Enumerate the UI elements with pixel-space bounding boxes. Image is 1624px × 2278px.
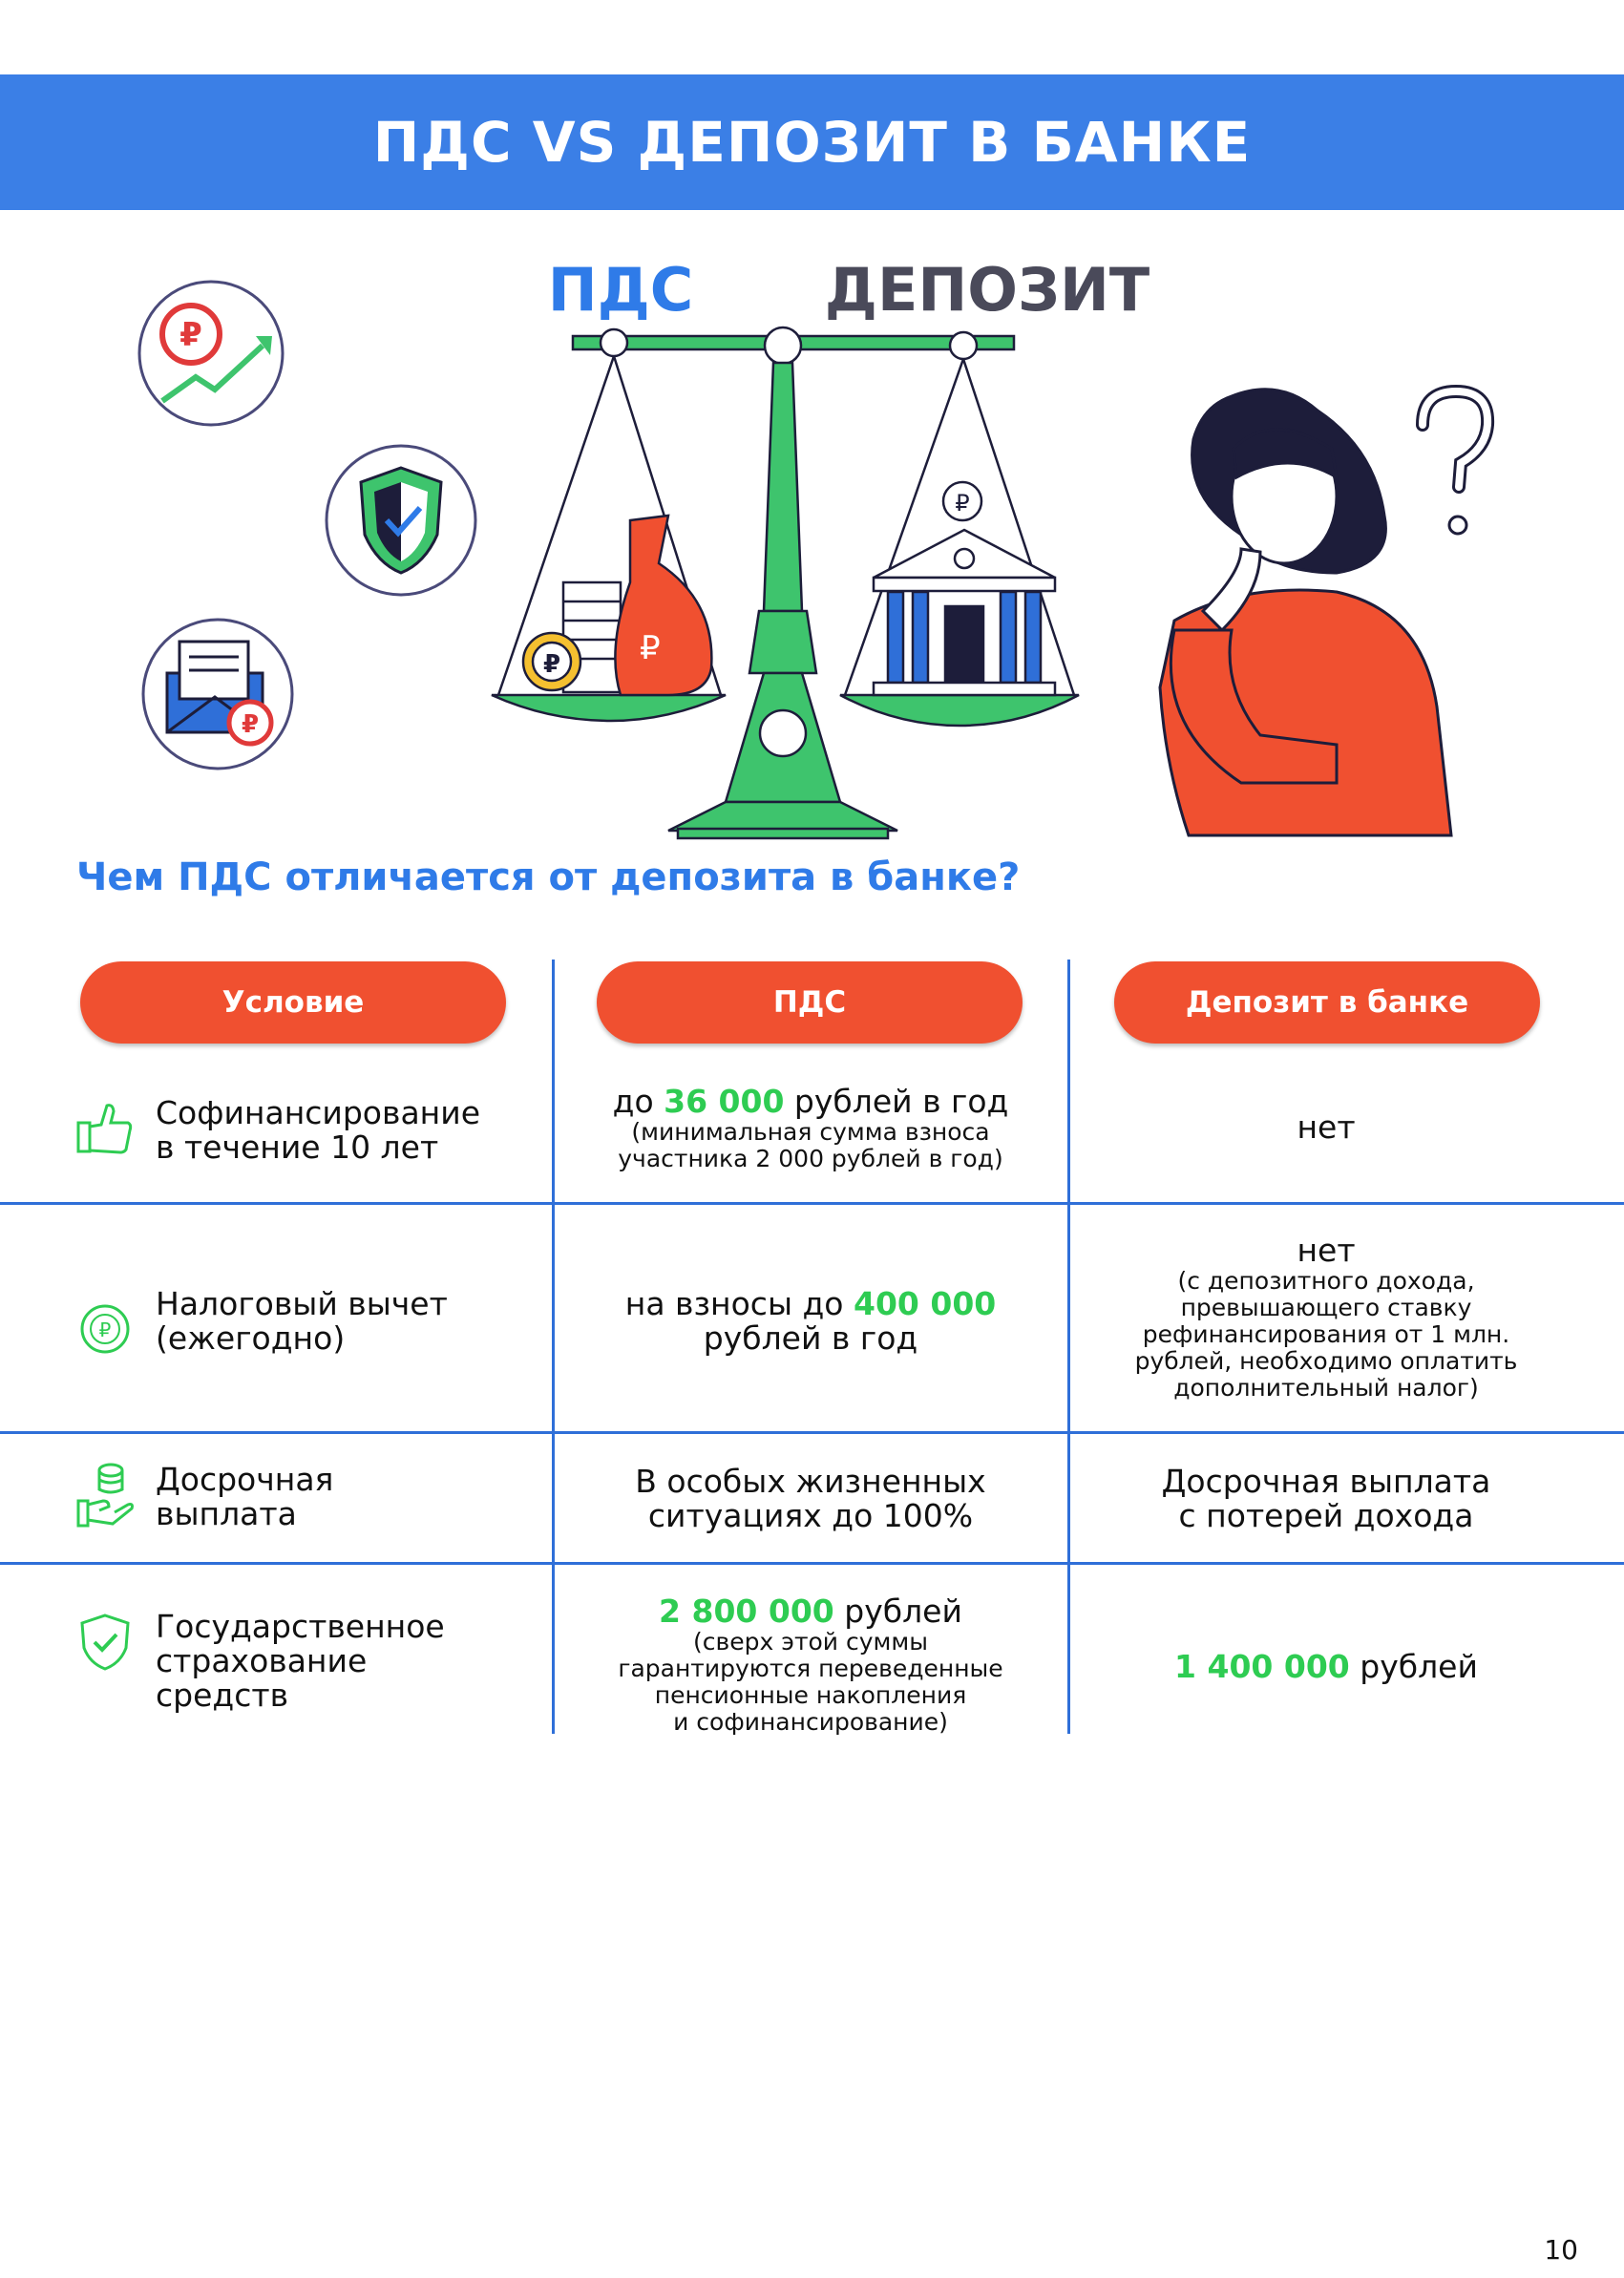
header-condition: Условие bbox=[80, 961, 506, 1044]
pds-early-payment: В особых жизненных ситуациях до 100% bbox=[635, 1463, 986, 1534]
condition-label: Налоговый вычет (ежегодно) bbox=[156, 1285, 448, 1357]
thinking-woman bbox=[1160, 390, 1451, 835]
svg-text:₽: ₽ bbox=[98, 1318, 112, 1341]
deposit-early-payment: Досрочная выплата с потерей дохода bbox=[1161, 1463, 1491, 1534]
pds-tax-deduction: на взносы до 400 000 рублей в год bbox=[624, 1285, 997, 1357]
svg-text:₽: ₽ bbox=[241, 710, 260, 739]
bank-building-icon bbox=[874, 482, 1055, 695]
header-deposit: Депозит в банке bbox=[1114, 961, 1540, 1044]
pds-cofinancing: до 36 000 рублей в год (минимальная сумма взноса участника 2 000 рублей в год) bbox=[612, 1083, 1009, 1172]
row-divider bbox=[0, 1431, 1624, 1434]
ruble-growth-icon bbox=[139, 282, 283, 425]
hero-illustration bbox=[0, 229, 1624, 850]
page-number: 10 bbox=[1544, 2234, 1578, 2266]
svg-text:₽: ₽ bbox=[179, 316, 202, 354]
deposit-state-insurance: 1 400 000 рублей bbox=[1174, 1648, 1478, 1685]
svg-text:₽: ₽ bbox=[955, 490, 970, 517]
row-divider bbox=[0, 1562, 1624, 1565]
column-divider bbox=[552, 960, 555, 1734]
condition-label: Досрочная выплата bbox=[156, 1461, 334, 1532]
ruble-coin-icon bbox=[74, 1298, 136, 1360]
question-mark-icon bbox=[1423, 391, 1487, 534]
condition-label: Софинансирование в течение 10 лет bbox=[156, 1094, 480, 1166]
thumbs-up-icon bbox=[74, 1098, 136, 1159]
row-divider bbox=[0, 1202, 1624, 1205]
page-title: ПДС VS ДЕПОЗИТ В БАНКЕ bbox=[372, 110, 1252, 175]
svg-text:₽: ₽ bbox=[542, 650, 561, 679]
column-divider bbox=[1067, 960, 1070, 1734]
condition-label: Государственное страхование средств bbox=[156, 1608, 445, 1714]
scale-label-deposit: ДЕПОЗИТ bbox=[824, 255, 1150, 325]
envelope-ruble-icon bbox=[143, 620, 292, 769]
deposit-cofinancing: нет bbox=[1297, 1108, 1356, 1146]
section-subtitle: Чем ПДС отличается от депозита в банке? bbox=[76, 855, 1021, 899]
shield-check-icon bbox=[74, 1612, 136, 1673]
title-banner bbox=[0, 74, 1624, 210]
deposit-tax-deduction: нет (с депозитного дохода, превышающего ставку рефинансирования от 1 млн. рублей, необходимо оплатить дополнительный налог) bbox=[1134, 1232, 1518, 1402]
hand-coins-icon bbox=[74, 1461, 136, 1529]
shield-check-icon bbox=[327, 446, 475, 595]
svg-text:₽: ₽ bbox=[640, 629, 661, 667]
header-pds: ПДС bbox=[597, 961, 1023, 1044]
scale-label-pds: ПДС bbox=[547, 255, 694, 325]
pds-state-insurance: 2 800 000 рублей (сверх этой суммы гарантируются переведенные пенсионные накопления и софинансирование) bbox=[618, 1592, 1003, 1736]
